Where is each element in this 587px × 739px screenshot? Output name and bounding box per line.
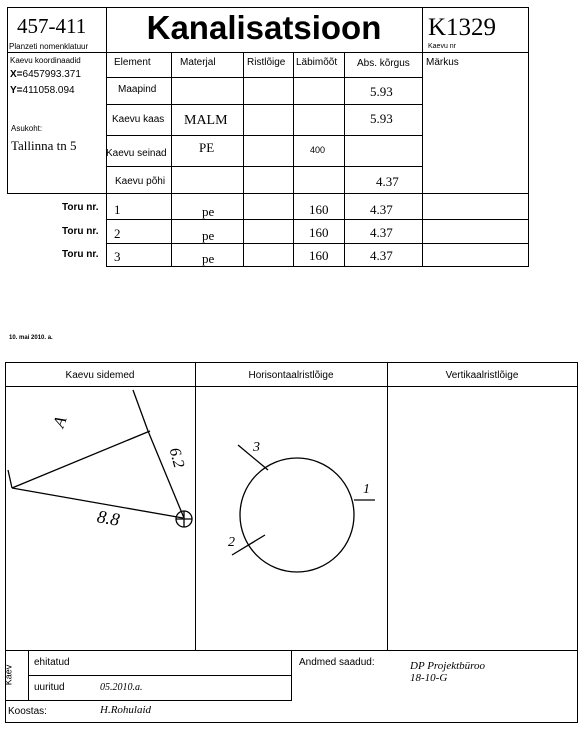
col-header-height: Abs. kõrgus bbox=[357, 58, 410, 69]
pipe-label-2: 2 bbox=[228, 535, 235, 550]
col-header-element: Element bbox=[114, 57, 151, 68]
pipe-label-1: 1 bbox=[363, 482, 370, 497]
tie-label-2: 8.8 bbox=[95, 506, 122, 530]
data-from-line2: 18-10-G bbox=[410, 672, 448, 684]
row-element: Kaevu põhi bbox=[115, 176, 166, 187]
row-material: PE bbox=[199, 140, 215, 155]
coord-y-label: Y= bbox=[10, 85, 23, 96]
col-header-notes: Märkus bbox=[426, 57, 459, 68]
pipe-label: Toru nr. bbox=[62, 249, 99, 260]
date-line: 10. mai 2010. a. bbox=[9, 335, 53, 341]
pipe-label: Toru nr. bbox=[62, 202, 99, 213]
row-diameter: 400 bbox=[310, 145, 326, 155]
section-title-horizontal: Horisontaalristlõige bbox=[248, 370, 334, 381]
data-from-line1: DP Projektbüroo bbox=[410, 660, 486, 672]
tie-label-1: 6.2 bbox=[165, 446, 188, 470]
col-header-section: Ristlõige bbox=[247, 57, 286, 68]
page-title: Kanalisatsioon bbox=[146, 9, 382, 46]
pipe-material: pe bbox=[202, 251, 215, 266]
section-title-vertical: Vertikaalristlõige bbox=[445, 370, 519, 381]
coord-x-label: X= bbox=[10, 69, 23, 80]
pipe-line bbox=[232, 535, 265, 555]
built-label: ehitatud bbox=[34, 657, 70, 668]
pipe-label: Toru nr. bbox=[62, 226, 99, 237]
pipe-material: pe bbox=[202, 204, 215, 219]
row-element: Maapind bbox=[118, 84, 157, 95]
pipe-diameter: 160 bbox=[309, 225, 329, 240]
data-from-label: Andmed saadud: bbox=[299, 657, 375, 668]
pipe-number: 3 bbox=[114, 249, 121, 264]
compiled-value: H.Rohulaid bbox=[100, 704, 152, 716]
well-circle bbox=[240, 458, 354, 572]
address-value: Tallinna tn 5 bbox=[11, 138, 77, 153]
col-header-diameter: Läbimõõt bbox=[296, 57, 338, 68]
address-label: Asukoht: bbox=[11, 124, 43, 133]
pipe-diameter: 160 bbox=[309, 202, 329, 217]
pipe-height: 4.37 bbox=[370, 248, 393, 263]
tie-label-a: A bbox=[49, 413, 71, 430]
pipe-number: 2 bbox=[114, 226, 121, 241]
row-height: 5.93 bbox=[370, 84, 393, 99]
coord-y-value: 411058.094 bbox=[22, 85, 75, 96]
coord-x-value: 6457993.371 bbox=[22, 69, 81, 80]
pipe-label-3: 3 bbox=[253, 440, 260, 455]
coords-label: Kaevu koordinaadid bbox=[10, 56, 81, 65]
nomenclature-code: 457-411 bbox=[17, 14, 87, 38]
row-element: Kaevu seinad bbox=[106, 148, 167, 159]
section-title-ties: Kaevu sidemed bbox=[65, 370, 135, 381]
row-height: 5.93 bbox=[370, 111, 393, 126]
row-element: Kaevu kaas bbox=[112, 114, 165, 125]
surveyed-label: uuritud bbox=[34, 682, 65, 693]
well-number-label: Kaevu nr bbox=[428, 43, 457, 50]
pipe-diameter: 160 bbox=[309, 248, 329, 263]
compiled-label: Koostas: bbox=[8, 706, 47, 717]
pipe-height: 4.37 bbox=[370, 225, 393, 240]
pipe-height: 4.37 bbox=[370, 202, 393, 217]
kaev-label: Kaev bbox=[3, 664, 14, 686]
col-header-material: Materjal bbox=[180, 57, 216, 68]
row-height: 4.37 bbox=[376, 174, 399, 189]
well-number: K1329 bbox=[428, 14, 497, 41]
pipe-material: pe bbox=[202, 228, 215, 243]
pipe-number: 1 bbox=[114, 202, 121, 217]
row-material: MALM bbox=[184, 113, 228, 128]
surveyed-value: 05.2010.a. bbox=[100, 682, 143, 693]
nomenclature-label: Planzeti nomenklatuur bbox=[9, 42, 89, 51]
